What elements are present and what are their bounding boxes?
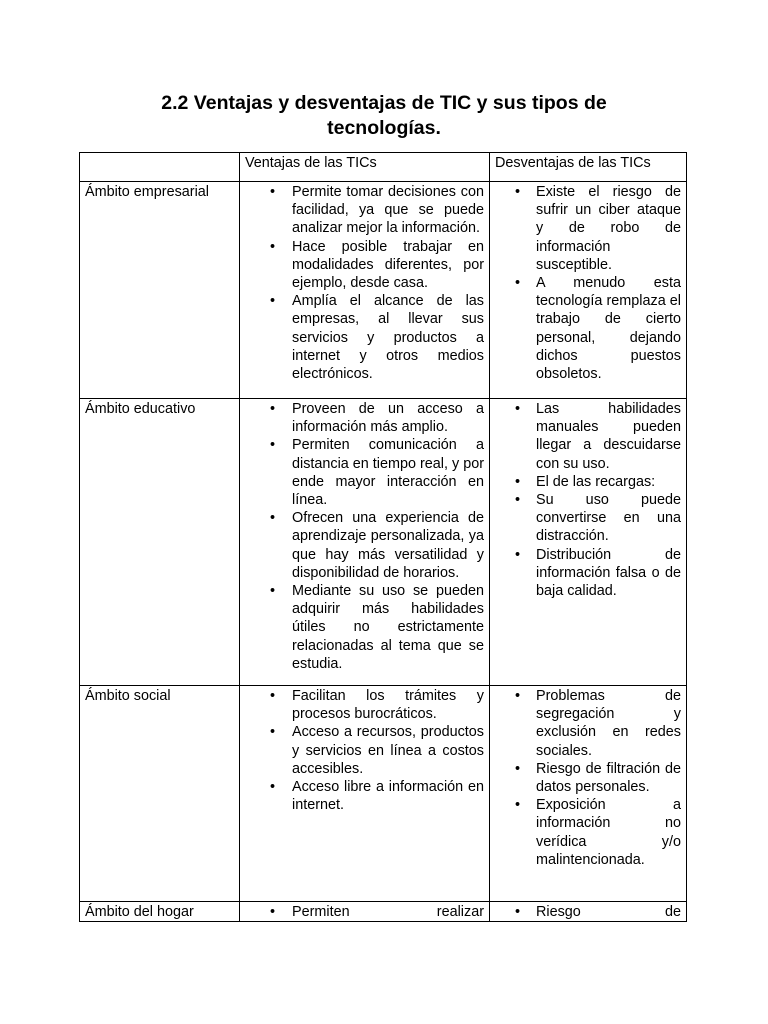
list-item: • Existe el riesgo de sufrir un ciber ataque y de robo de información susceptible.: [495, 183, 681, 274]
list-item: • El de las recargas:: [495, 473, 681, 491]
ventajas-cell: [240, 182, 490, 399]
ventajas-list: [245, 183, 484, 383]
ventajas-list: [245, 687, 484, 814]
list-item: • Facilitan los trámites y procesos burocráticos.: [245, 687, 484, 723]
list-item: • Amplía el alcance de las empresas, al llevar sus servicios y productos a internet y otros medios electrónicos.: [245, 292, 484, 383]
list-item: • Su uso puede convertirse en una distracción.: [495, 491, 681, 546]
list-item: • Riesgo de: [495, 903, 681, 919]
header-empty-cell: [80, 153, 240, 182]
list-item: • Ofrecen una experiencia de aprendizaje personalizada, ya que hay más versatilidad y disponibilidad de horarios.: [245, 509, 484, 582]
desventajas-list: [495, 687, 681, 869]
header-ventajas: Ventajas de las TICs: [240, 153, 490, 182]
table-row: [80, 399, 687, 686]
desventajas-cell: [490, 686, 687, 902]
list-item: • Hace posible trabajar en modalidades diferentes, por ejemplo, desde casa.: [245, 238, 484, 293]
list-item: • Distribución de información falsa o de baja calidad.: [495, 546, 681, 601]
ventajas-list: [245, 903, 484, 919]
list-item: • A menudo esta tecnología remplaza el trabajo de cierto personal, dejando dichos puestos obsoletos.: [495, 274, 681, 383]
list-item: • Mediante su uso se pueden adquirir más habilidades útiles no estrictamente relacionadas al tema que se estudia.: [245, 582, 484, 673]
list-item: • Acceso libre a información en internet.: [245, 778, 484, 814]
desventajas-list: [495, 903, 681, 919]
list-item: • Riesgo de filtración de datos personales.: [495, 760, 681, 796]
list-item: • Problemas de segregación y exclusión en redes sociales.: [495, 687, 681, 760]
ventajas-list: [245, 400, 484, 673]
ventajas-cell: [240, 399, 490, 686]
row-label: [80, 902, 240, 922]
row-label-text: Ámbito del hogar: [85, 904, 194, 919]
list-item: • Las habilidades manuales pueden llegar a descuidarse con su uso.: [495, 400, 681, 473]
list-item: • Acceso a recursos, productos y servicios en línea a costos accesibles.: [245, 723, 484, 778]
ventajas-clip: [245, 903, 484, 919]
comparison-table: [79, 152, 687, 922]
list-item: • Exposición a información no verídica y/o malintencionada.: [495, 796, 681, 869]
header-desventajas: Desventajas de las TICs: [490, 153, 687, 182]
desventajas-list: [495, 400, 681, 600]
row-label: Ámbito social: [80, 686, 240, 902]
desventajas-list: [495, 183, 681, 383]
ventajas-cell: [240, 686, 490, 902]
ventajas-cell: [240, 902, 490, 922]
list-item: • Permiten comunicación a distancia en tiempo real, y por ende mayor interacción en línea.: [245, 436, 484, 509]
page-title: [0, 91, 768, 141]
row-label: Ámbito empresarial: [80, 182, 240, 399]
list-item: • Permite tomar decisiones con facilidad, ya que se puede analizar mejor la información.: [245, 183, 484, 238]
title-line-2: tecnologías.: [327, 117, 441, 139]
table-row: [80, 182, 687, 399]
desventajas-cell: [490, 182, 687, 399]
list-item: • Proveen de un acceso a información más amplio.: [245, 400, 484, 436]
list-item: • Permiten realizar: [245, 903, 484, 919]
desventajas-clip: [495, 903, 681, 919]
desventajas-cell: [490, 399, 687, 686]
title-line-1: 2.2 Ventajas y desventajas de TIC y sus tipos de: [161, 92, 607, 114]
table-row: [80, 686, 687, 902]
table-header-row: [80, 153, 687, 182]
table-row: [80, 902, 687, 922]
row-label: Ámbito educativo: [80, 399, 240, 686]
desventajas-cell: [490, 902, 687, 922]
